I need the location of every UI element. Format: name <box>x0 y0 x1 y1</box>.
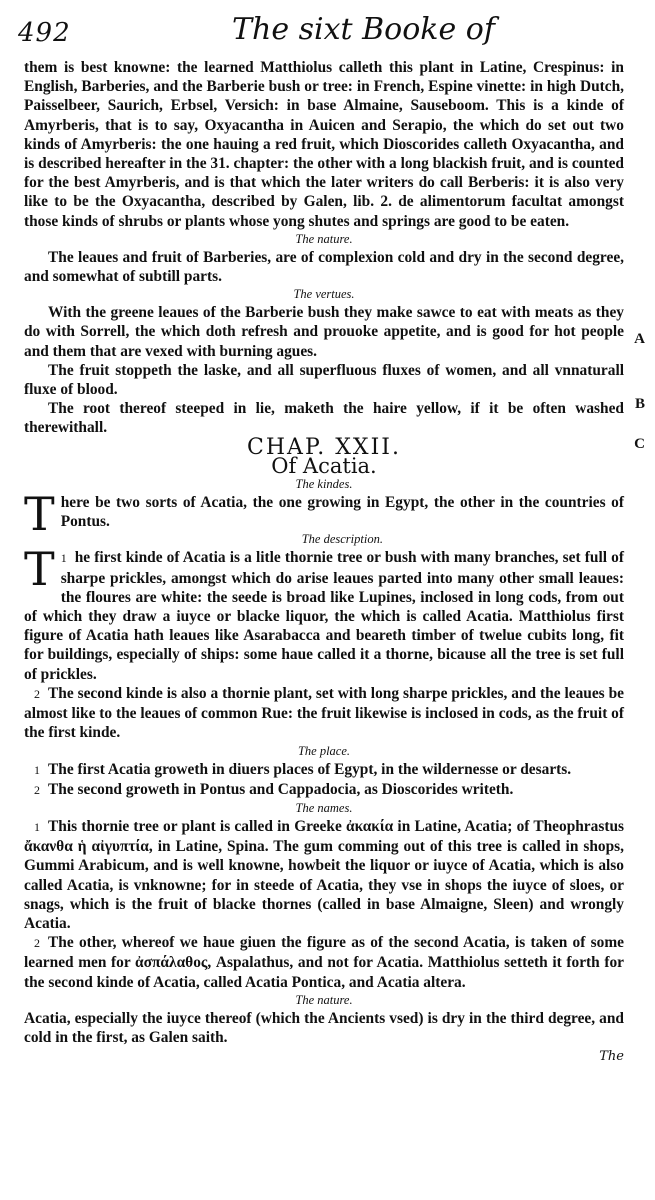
section-heading-nature: The nature. <box>295 231 353 246</box>
section-heading-description: The description. <box>301 532 383 547</box>
chapter-title: CHAP. XXII. <box>247 434 401 460</box>
page-number: 492 <box>18 18 71 48</box>
section-heading-vertues: The vertues. <box>293 287 355 302</box>
running-title: The sixt Booke of <box>232 12 495 47</box>
catchword: The <box>599 1049 624 1065</box>
nature-paragraph-2 <box>24 1009 624 1047</box>
description-paragraph-1 <box>24 542 624 683</box>
kindes-text: here be two sorts of Acatia, the one growing in Egypt, the other in the countries of Pontus. <box>60 494 624 531</box>
names-paragraph-2 <box>24 933 624 992</box>
page-header <box>0 14 655 54</box>
place-text-1: The first Acatia groweth in diuers places of Egypt, in the wildernesse or desarts. <box>48 760 572 778</box>
section-heading-nature-2: The nature. <box>295 992 353 1007</box>
vertue-paragraph-c: The root thereof steeped in lie, maketh the haire yellow, if it be often washed therewithall. <box>24 400 624 437</box>
nature-paragraph: The leaues and fruit of Barberies, are of complexion cold and dry in the second degree, and somewhat of subtill parts. <box>24 248 624 286</box>
section-heading-names: The names. <box>295 800 353 815</box>
description-text-1: he first kinde of Acatia is a litle thornie tree or bush with many branches, set full of sharpe prickles, amongst which do arise leaues parted into many other small leaues: the floures are white: the seede is broad like Lupines, inclosed in long cods, from out of which they draw a iuyce or blacke liquor, the which is called Acatia. Matthiolus first figure of Acatia hath leaues like Asarabacca and beareth timber of twelue cubits long, fit for buildings, especially of ships: some haue called it a thorne, bicause all the tree is set full of prickles. <box>24 549 624 683</box>
vertue-paragraph-b: The fruit stoppeth the laske, and all superfluous fluxes of women, and all vnnaturall fluxe of blood. <box>24 361 624 399</box>
nature-text-2: Acatia, especially the iuyce thereof (which the Ancients vsed) is dry in the third degree, and cold in the first, as Galen saith. <box>24 1009 624 1046</box>
place-paragraph-2 <box>24 780 624 800</box>
drop-cap: T <box>24 487 55 542</box>
item-number: 2 <box>34 782 40 797</box>
item-number: 2 <box>34 936 40 951</box>
place-paragraph-1 <box>24 760 624 780</box>
item-number: 1 <box>34 819 40 834</box>
continuation-paragraph: them is best knowne: the learned Matthiolus calleth this plant in Latine, Crespinus: in English, Barberies, and the Barberie bush or tree: in French, Espine vinette: in high Dutch, Paisselbeer, Saurich, Erbsel, Versich: in base Almaine, Sauseboom. This is a kinde of Amyrberis, that is to say, Oxyacantha in Auicen and Serapio, the which do set out two kinds of Amyrberis: the one hauing a red fruit, which Dioscorides calleth Oxyacantha, and is described hereafter in the 31. chapter: the other with a long blackish fruit, and is counted for the best Amyrberis, and is that which the later writers do call Berberis: it is also very like to be the Oxyacantha, described by Galen, lib. 2. de alimentorum facultat amongst those kinds of shrubs or plants whose yong shutes and springs are good to be eaten. <box>24 59 624 230</box>
item-number: 1 <box>34 762 40 777</box>
margin-letter-b: B <box>634 396 645 412</box>
chapter-subject: Of Acatia. <box>271 453 377 478</box>
names-text-2: The other, whereof we haue giuen the figure as of the second Acatia, is taken of some learned men for ἀσπάλαθος, Aspalathus, and not for Acatia. Matthiolus setteth it forth for the second kinde of Acatia, called Acatia Pontica, and Acatia altera. <box>24 934 624 991</box>
place-text-2: The second groweth in Pontus and Cappadocia, as Dioscorides writeth. <box>48 780 514 798</box>
margin-letter-c: C <box>634 436 645 452</box>
item-number: 2 <box>34 686 40 701</box>
section-heading-kindes: The kindes. <box>295 477 353 492</box>
margin-letter-a: A <box>634 331 645 347</box>
description-text-2: The second kinde is also a thornie plant, set with long sharpe prickles, and the leaues be almost like to the leaues of common Rue: the fruit likewise is inclosed in cods, as the fruit of the first kinde. <box>24 684 624 742</box>
vertue-paragraph-a: With the greene leaues of the Barberie bush they make sawce to eat with meats as they do with Sorrell, the which doth refresh and prouoke appetite, and is good for hot people and them that are vexed with burning agues. <box>24 304 624 360</box>
section-heading-place: The place. <box>297 743 351 758</box>
names-paragraph-1 <box>24 817 624 933</box>
body-text <box>24 58 624 1066</box>
item-number: 1 <box>60 551 67 566</box>
names-text-1: This thornie tree or plant is called in Greeke ἀκακία in Latine, Acatia; of Theophrastus ἄκανθα ἡ αἰγυπτία, in Latine, Spina. The gum comming out of this tree is called in shops, Gummi Arabicum, and is well knowne, howbeit the liquor or iuyce of Acatia, which is also called Acatia, is vnknowne; for in steede of Acatia, they vse in shops the iuyce of sloes, or snags, which is the fruit of blacke thornes (called in base Almaigne, Sleen) and wrongly Acatia. <box>24 817 624 932</box>
drop-cap: T <box>24 542 55 597</box>
description-paragraph-2 <box>24 684 624 743</box>
